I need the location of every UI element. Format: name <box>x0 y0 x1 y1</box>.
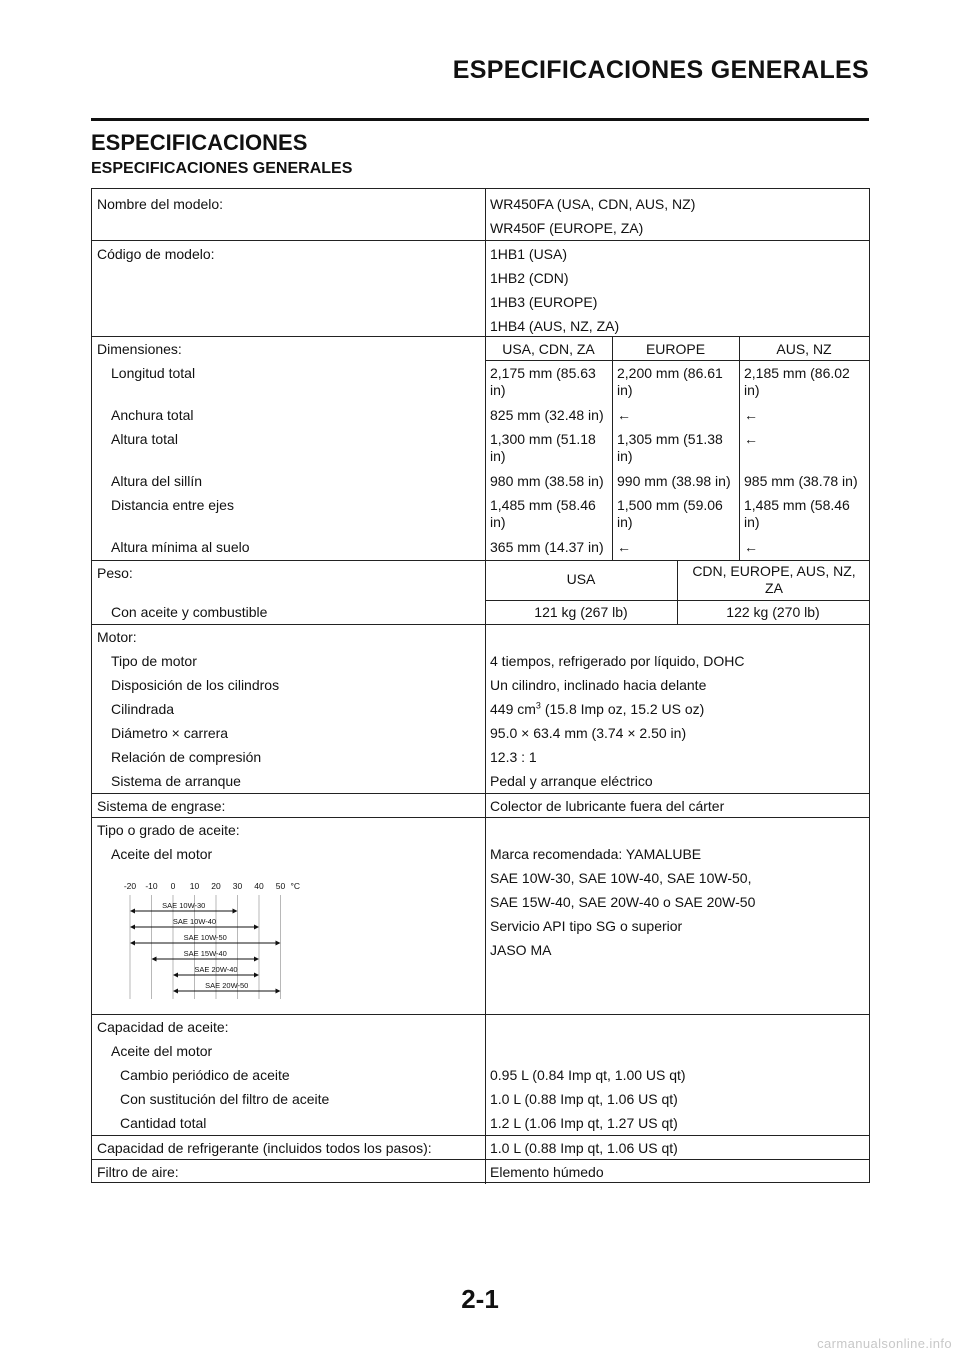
chart-series-label: SAE 10W-50 <box>183 933 227 942</box>
dimensions-column-header: USA, CDN, ZA <box>502 341 595 357</box>
dimension-value: 1,300 mm (51.18 in) <box>490 431 596 464</box>
weight-row-label: Con aceite y combustible <box>111 604 268 620</box>
engine-value: 4 tiempos, refrigerado por líquido, DOHC <box>490 653 745 669</box>
chart-tick-label: 40 <box>254 881 264 891</box>
chart-series-label: SAE 15W-40 <box>183 949 227 958</box>
dimension-value: 2,175 mm (85.63 in) <box>490 365 596 398</box>
weight-column-header: CDN, EUROPE, AUS, NZ, ZA <box>692 563 856 596</box>
dimension-value: 2,200 mm (86.61 in) <box>617 365 723 398</box>
oil-type-label: Tipo o grado de aceite: <box>97 822 240 838</box>
dimension-value: ← <box>617 539 631 555</box>
section-subheading: ESPECIFICACIONES GENERALES <box>91 160 353 177</box>
oil-capacity-sub-label: Aceite del motor <box>111 1043 213 1059</box>
engine-row-label: Cilindrada <box>111 701 175 717</box>
weight-value: 122 kg (270 lb) <box>726 604 820 620</box>
section-heading: ESPECIFICACIONES <box>91 130 308 155</box>
chart-arrow-left <box>130 909 135 914</box>
chart-tick-label: -10 <box>145 881 158 891</box>
chart-tick-label: 50 <box>275 881 286 891</box>
dimension-value: ← <box>744 539 758 555</box>
coolant-label: Capacidad de refrigerante (incluidos todos los pasos): <box>97 1140 432 1156</box>
engine-value: 95.0 × 63.4 mm (3.74 × 2.50 in) <box>490 725 687 741</box>
chart-tick-label: 10 <box>189 881 200 891</box>
engine-value: Pedal y arranque eléctrico <box>490 773 653 789</box>
oil-capacity-row-label: Cambio periódico de aceite <box>120 1067 290 1083</box>
chart-arrow-right <box>254 925 259 930</box>
chart-series-label: SAE 20W-40 <box>194 965 238 974</box>
chart-arrow-right <box>254 973 259 978</box>
oil-type-value: Marca recomendada: YAMALUBE <box>490 846 702 862</box>
dimension-value: 990 mm (38.98 in) <box>617 473 731 489</box>
oil-capacity-value: 0.95 L (0.84 Imp qt, 1.00 US qt) <box>490 1067 686 1083</box>
oil-capacity-row-label: Con sustitución del filtro de aceite <box>120 1091 330 1107</box>
dimension-value: 1,500 mm (59.06 in) <box>617 497 723 530</box>
chart-arrow-right <box>254 957 259 962</box>
model-code-value: 1HB3 (EUROPE) <box>490 294 598 310</box>
watermark: carmanualsonline.info <box>817 1336 952 1351</box>
dimension-value: 1,485 mm (58.46 in) <box>744 497 850 530</box>
dimensions-column-header: AUS, NZ <box>776 341 832 357</box>
oil-capacity-value: 1.2 L (1.06 Imp qt, 1.27 US qt) <box>490 1115 678 1131</box>
oil-viscosity-chart <box>110 877 325 1002</box>
oil-capacity-value: 1.0 L (0.88 Imp qt, 1.06 US qt) <box>490 1091 678 1107</box>
model-code-label: Código de modelo: <box>97 246 215 262</box>
dimension-value: ← <box>617 407 631 423</box>
chart-tick-label: 0 <box>170 881 176 891</box>
lubrication-label: Sistema de engrase: <box>97 798 226 814</box>
chart-arrow-left <box>130 925 135 930</box>
dimension-value: 985 mm (38.78 in) <box>744 473 858 489</box>
chart-arrow-right <box>276 989 281 994</box>
engine-value: 12.3 : 1 <box>490 749 537 765</box>
engine-row-label: Tipo de motor <box>111 653 197 669</box>
oil-type-value: JASO MA <box>490 942 552 958</box>
dimension-row-label: Altura del sillín <box>111 473 203 489</box>
weight-label: Peso: <box>97 565 133 581</box>
chart-arrow-left <box>173 989 178 994</box>
dimension-value: 365 mm (14.37 in) <box>490 539 604 555</box>
oil-type-value: Servicio API tipo SG o superior <box>490 918 683 934</box>
chart-arrow-left <box>152 957 157 962</box>
chart-series-label: SAE 10W-40 <box>172 917 217 926</box>
model-name-label: Nombre del modelo: <box>97 196 224 212</box>
chart-arrow-right <box>276 941 281 946</box>
model-name-value: WR450F (EUROPE, ZA) <box>490 220 644 236</box>
dimensions-column-header: EUROPE <box>645 341 706 357</box>
engine-label: Motor: <box>97 629 137 645</box>
dimension-row-label: Distancia entre ejes <box>111 497 234 513</box>
dimension-value: 980 mm (38.58 in) <box>490 473 604 489</box>
oil-type-value: SAE 15W-40, SAE 20W-40 o SAE 20W-50 <box>490 894 756 910</box>
chart-unit-label: °C <box>290 881 301 891</box>
page-number: 2-1 <box>461 1284 499 1314</box>
dimension-value: ← <box>744 431 758 447</box>
oil-type-value: SAE 10W-30, SAE 10W-40, SAE 10W-50, <box>490 870 752 886</box>
oil-viscosity-chart-svg <box>110 877 325 1002</box>
weight-column-header: USA <box>566 571 596 587</box>
chart-tick-label: 30 <box>232 881 243 891</box>
dimension-value: 1,305 mm (51.38 in) <box>617 431 723 464</box>
chart-tick-label: -20 <box>123 881 137 891</box>
air-filter-value: Elemento húmedo <box>490 1164 604 1180</box>
engine-value <box>490 701 704 718</box>
model-code-value: 1HB4 (AUS, NZ, ZA) <box>490 318 620 334</box>
dimension-value: ← <box>744 407 758 423</box>
oil-capacity-label: Capacidad de aceite: <box>97 1019 229 1035</box>
dimension-row-label: Longitud total <box>111 365 196 381</box>
model-name-value: WR450FA (USA, CDN, AUS, NZ) <box>490 196 696 212</box>
displacement-value-rest: (15.8 Imp oz, 15.2 US oz) <box>540 701 705 717</box>
chart-arrow-left <box>173 973 178 978</box>
displacement-unit-exponent: 3 <box>535 700 541 711</box>
chart-arrow-right <box>233 909 238 914</box>
engine-row-label: Diámetro × carrera <box>111 725 229 741</box>
oil-type-sub-label: Aceite del motor <box>111 846 213 862</box>
dimension-value: 825 mm (32.48 in) <box>490 407 604 423</box>
oil-capacity-row-label: Cantidad total <box>120 1115 207 1131</box>
dimension-row-label: Anchura total <box>111 407 194 423</box>
weight-value: 121 kg (267 lb) <box>534 604 628 620</box>
column-divider <box>485 189 486 1184</box>
air-filter-label: Filtro de aire: <box>97 1164 179 1180</box>
page-header: ESPECIFICACIONES GENERALES <box>452 56 869 84</box>
model-code-value: 1HB2 (CDN) <box>490 270 569 286</box>
engine-value: Un cilindro, inclinado hacia delante <box>490 677 707 693</box>
chart-arrow-left <box>130 941 135 946</box>
engine-row-label: Disposición de los cilindros <box>111 677 280 693</box>
lubrication-value: Colector de lubricante fuera del cárter <box>490 798 725 814</box>
dimensions-label: Dimensiones: <box>97 341 182 357</box>
model-code-value: 1HB1 (USA) <box>490 246 568 262</box>
engine-row-label: Sistema de arranque <box>111 773 241 789</box>
dimension-value: 1,485 mm (58.46 in) <box>490 497 596 530</box>
dimension-row-label: Altura total <box>111 431 178 447</box>
chart-tick-label: 20 <box>211 881 221 891</box>
coolant-value: 1.0 L (0.88 Imp qt, 1.06 US qt) <box>490 1140 678 1156</box>
dimension-row-label: Altura mínima al suelo <box>111 539 250 555</box>
dimension-value: 2,185 mm (86.02 in) <box>744 365 850 398</box>
displacement-value: 449 cm <box>490 701 536 717</box>
header-rule <box>91 118 869 121</box>
chart-series-label: SAE 20W-50 <box>205 981 249 990</box>
spec-table <box>91 188 870 1183</box>
engine-row-label: Relación de compresión <box>111 749 262 765</box>
chart-series-label: SAE 10W-30 <box>162 901 206 910</box>
